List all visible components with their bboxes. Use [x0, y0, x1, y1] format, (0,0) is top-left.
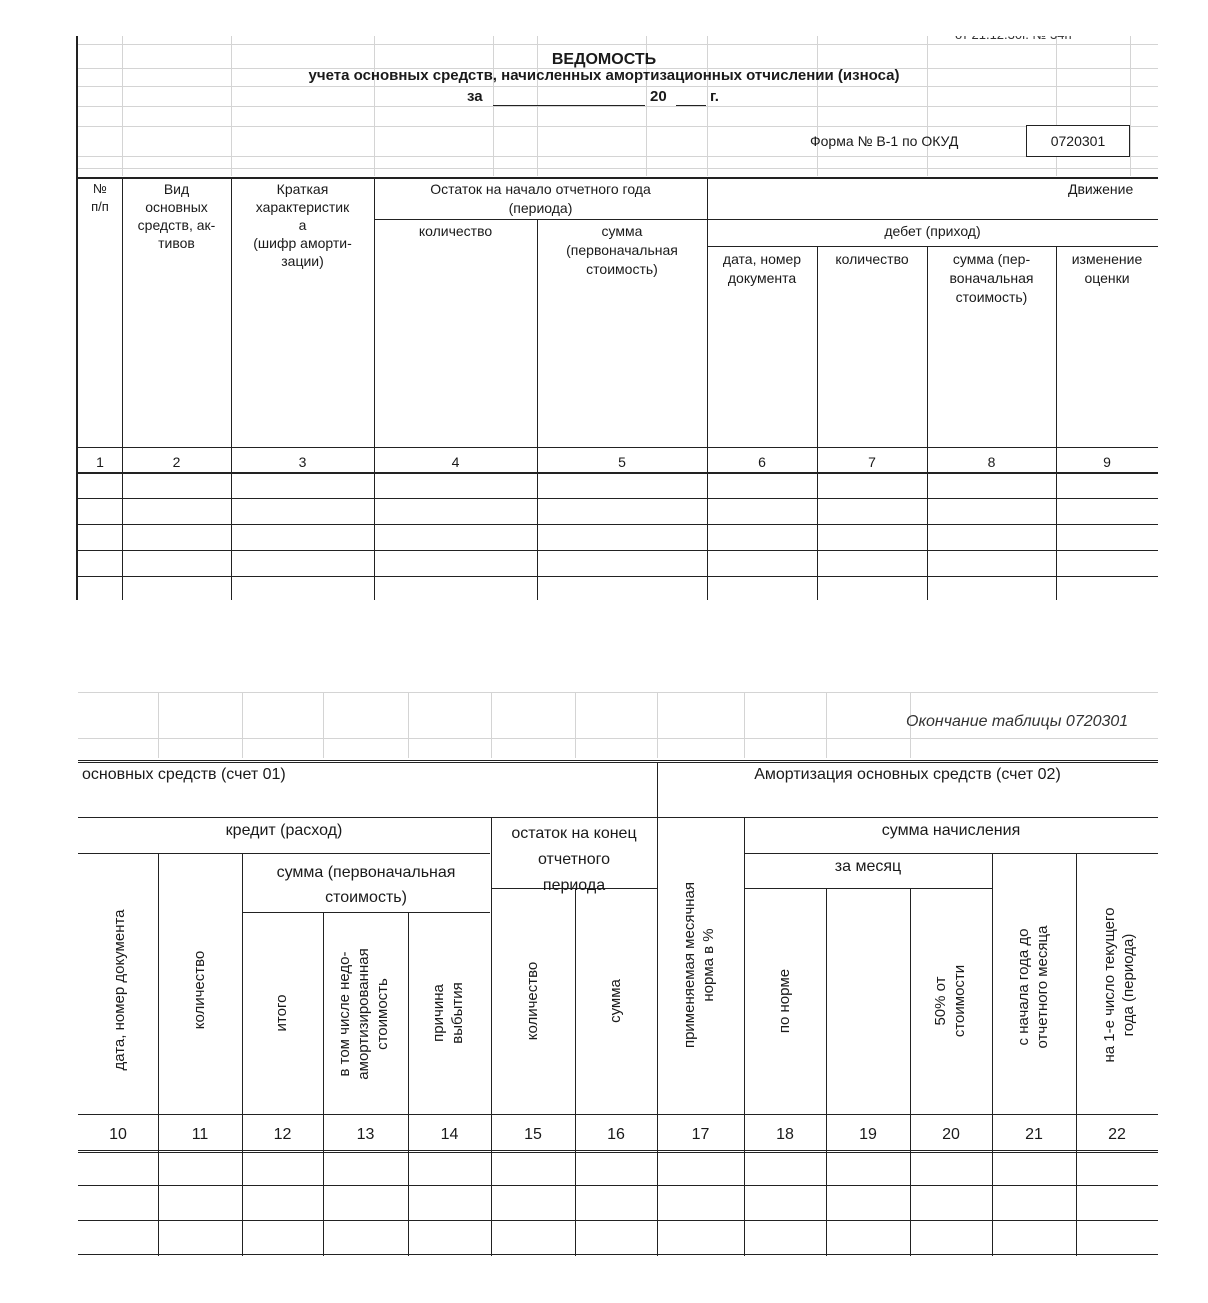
- column-number: 14: [440, 1126, 459, 1143]
- header-divider: [744, 888, 992, 889]
- period-blank-line: [493, 105, 645, 106]
- column-number: 8: [987, 454, 996, 470]
- table-top-border: [78, 760, 1158, 763]
- header-first-of-year-vertical: на 1-е число текущего года (периода): [1101, 907, 1137, 1063]
- header-sum-initial: сумма (первоначальная стоимость): [566, 223, 678, 277]
- column-line: [707, 177, 708, 600]
- column-line: [657, 762, 658, 1256]
- grid-line: [242, 692, 243, 758]
- header-sum-end-vertical: сумма: [607, 979, 624, 1023]
- grid-line: [158, 692, 159, 758]
- grid-line: [78, 692, 1158, 693]
- column-line: [575, 888, 576, 1256]
- period-year: 20: [650, 88, 667, 105]
- column-number: 10: [109, 1126, 127, 1143]
- column-line: [910, 888, 911, 1256]
- header-divider: [78, 817, 1158, 818]
- header-divider: [78, 853, 490, 854]
- header-fixed-assets-account: основных средств (счет 01): [82, 766, 286, 783]
- data-row-line: [76, 550, 1158, 551]
- header-sum-initial-credit: сумма (первоначальная стоимость): [276, 864, 456, 906]
- table-left-border: [76, 36, 78, 600]
- header-divider: [374, 219, 707, 220]
- grid-line: [78, 156, 1158, 157]
- header-quantity-debit: количество: [835, 251, 909, 267]
- header-by-norm-vertical: по норме: [776, 968, 793, 1034]
- form-label: Форма № В-1 по ОКУД: [810, 133, 959, 149]
- header-date-doc: дата, номер документа: [722, 251, 802, 286]
- header-date-doc-vertical: дата, номер документа: [111, 909, 128, 1071]
- column-number: 13: [356, 1126, 375, 1143]
- grid-line: [575, 692, 576, 758]
- column-number: 4: [451, 454, 460, 470]
- header-reason-vertical: причина выбытия: [430, 982, 466, 1044]
- column-number: 5: [618, 454, 626, 470]
- header-short-description: Краткая характеристик а (шифр аморти- зации): [253, 181, 352, 269]
- data-row-line: [78, 1220, 1158, 1221]
- column-number: 12: [273, 1126, 292, 1143]
- column-number: 16: [607, 1126, 625, 1143]
- header-since-year-start-vertical: с начала года до отчетного месяца: [1015, 925, 1051, 1049]
- header-bottom: [78, 1114, 1158, 1115]
- header-accrual-sum: сумма начисления: [881, 822, 1021, 839]
- column-line: [408, 912, 409, 1256]
- header-per-month: за месяц: [834, 858, 902, 875]
- header-asset-type: Вид основных средств, ак- тивов: [137, 181, 216, 251]
- column-number: 21: [1025, 1126, 1043, 1143]
- data-row-line: [76, 498, 1158, 499]
- okud-code: 0720301: [1050, 133, 1106, 149]
- grid-line: [491, 692, 492, 758]
- column-number: 18: [776, 1126, 794, 1143]
- grid-line: [78, 126, 1158, 127]
- column-number: 6: [758, 454, 766, 470]
- grid-line: [323, 692, 324, 758]
- data-row-line: [76, 524, 1158, 525]
- column-line: [158, 853, 159, 1256]
- column-number: 3: [298, 454, 307, 470]
- column-line: [1056, 246, 1057, 600]
- header-half-cost-vertical: 50% от стоимости: [932, 964, 968, 1038]
- data-row-line: [78, 1254, 1158, 1255]
- period-prefix: за: [467, 88, 483, 105]
- column-line: [826, 888, 827, 1256]
- table-header-top: [76, 177, 1158, 179]
- column-line: [992, 853, 993, 1256]
- header-movement: Движение: [1068, 181, 1134, 197]
- document-subtitle: учета основных средств, начисленных амортизационных отчислении (износа): [308, 67, 900, 84]
- header-bottom: [76, 447, 1158, 448]
- header-monthly-rate-vertical: применяемая месячная норма в %: [681, 881, 717, 1049]
- header-divider: [707, 219, 1158, 220]
- header-balance-start: Остаток на начало отчетного года (периода): [430, 181, 651, 216]
- header-undepreciated-vertical: в том числе недо- амортизированная стоимость: [336, 948, 391, 1080]
- header-balance-end: остаток на конец отчетного периода: [511, 825, 637, 894]
- header-revaluation: изменение оценки: [1071, 251, 1143, 286]
- header-quantity: количество: [418, 223, 493, 239]
- grid-line: [78, 44, 1158, 45]
- header-quantity-vertical: количество: [191, 950, 208, 1030]
- grid-line: [78, 106, 1158, 107]
- column-number: 2: [172, 454, 181, 470]
- column-line: [744, 817, 745, 1256]
- header-quantity-end-vertical: количество: [524, 961, 541, 1041]
- numbers-row-bottom: [76, 472, 1158, 474]
- column-number: 22: [1108, 1126, 1126, 1143]
- column-number: 15: [524, 1126, 542, 1143]
- grid-line: [408, 692, 409, 758]
- column-number: 17: [691, 1126, 710, 1143]
- column-line: [817, 246, 818, 600]
- grid-line: [78, 168, 1158, 169]
- column-number: 9: [1103, 454, 1111, 470]
- document-title: ВЕДОМОСТЬ: [551, 51, 657, 68]
- header-sum-initial-debit: сумма (пер- воначальная стоимость): [949, 251, 1034, 305]
- okud-code-box: [1026, 125, 1130, 157]
- numbers-row-bottom: [78, 1150, 1158, 1153]
- column-number: 11: [191, 1126, 209, 1143]
- header-total-vertical: итого: [273, 994, 290, 1032]
- column-number: 1: [96, 454, 104, 470]
- grid-line: [78, 86, 1158, 87]
- grid-line: [657, 692, 658, 758]
- column-number: 7: [868, 454, 876, 470]
- data-row-line: [78, 1185, 1158, 1186]
- ending-label: Окончание таблицы 0720301: [906, 713, 1129, 730]
- header-debit: дебет (приход): [884, 223, 981, 239]
- column-line: [374, 177, 375, 600]
- period-suffix: г.: [710, 88, 719, 105]
- header-depreciation-account: Амортизация основных средств (счет 02): [754, 766, 1061, 783]
- header-credit: кредит (расход): [225, 822, 343, 839]
- header-divider: [707, 246, 1158, 247]
- column-line: [323, 912, 324, 1256]
- column-line: [1076, 853, 1077, 1256]
- header-divider: [744, 853, 1158, 854]
- column-line: [242, 853, 243, 1256]
- header-number: № п/п: [91, 181, 109, 214]
- column-number: 19: [859, 1126, 877, 1143]
- data-row-line: [76, 576, 1158, 577]
- column-number: 20: [942, 1126, 960, 1143]
- year-blank-line: [676, 105, 706, 106]
- grid-line: [78, 738, 1158, 739]
- grid-line: [744, 692, 745, 758]
- grid-line: [826, 692, 827, 758]
